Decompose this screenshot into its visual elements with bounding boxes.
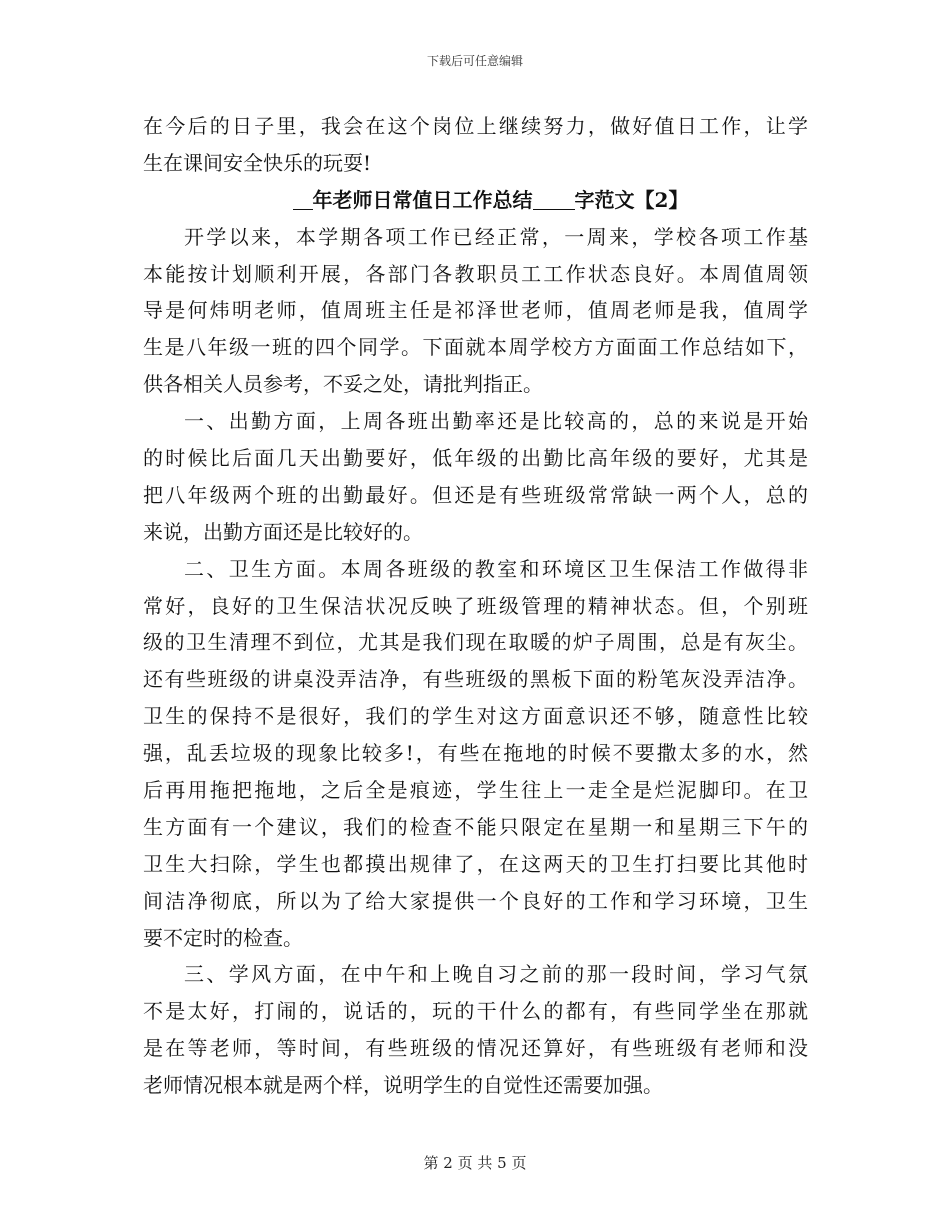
paragraph-line: 卫生的保持不是很好，我们的学生对这方面意识还不够，随意性比较	[143, 704, 808, 729]
paragraph-line: 要不定时的检查。	[143, 925, 303, 950]
paragraph-line: 老师情况根本就是两个样，说明学生的自觉性还需要加强。	[143, 1073, 663, 1098]
paragraph-line: 还有些班级的讲桌没弄洁净，有些班级的黑板下面的粉笔灰没弄洁净。	[143, 667, 808, 692]
paragraph-line: 来说，出勤方面还是比较好的。	[143, 519, 423, 544]
section-heading	[143, 182, 808, 219]
paragraph-line: 间洁净彻底，所以为了给大家提供一个良好的工作和学习环境，卫生	[143, 888, 808, 913]
heading-text-part2: 字范文【2】	[574, 187, 689, 212]
paragraph-line: 级的卫生清理不到位，尤其是我们现在取暖的炉子周围，总是有灰尘。	[143, 630, 808, 655]
paragraph-line: 卫生大扫除，学生也都摸出规律了，在这两天的卫生打扫要比其他时	[143, 851, 808, 876]
paragraph-line: 强，乱丢垃圾的现象比较多!，有些在拖地的时候不要撒太多的水，然	[143, 741, 808, 766]
paragraph-line: 二、卫生方面。本周各班级的教室和环境区卫生保洁工作做得非	[184, 556, 808, 581]
paragraph-line: 导是何炜明老师，值周班主任是祁泽世老师，值周老师是我，值周学	[143, 298, 808, 323]
page-header: 下载后可任意编辑	[426, 54, 523, 68]
paragraph-line: 生是八年级一班的四个同学。下面就本周学校方方面面工作总结如下，	[143, 335, 808, 360]
page-footer: 第 2 页 共 5 页	[423, 1154, 527, 1172]
heading-blank-1	[293, 189, 313, 210]
paragraph-line: 生方面有一个建议，我们的检查不能只限定在星期一和星期三下午的	[143, 814, 808, 839]
heading-blank-2	[533, 189, 575, 210]
paragraph-line: 本能按计划顺利开展，各部门各教职员工工作状态良好。本周值周领	[143, 261, 808, 286]
paragraph-line: 三、学风方面，在中午和上晚自习之前的那一段时间，学习气氛	[184, 962, 808, 987]
paragraph-line: 是在等老师，等时间，有些班级的情况还算好，有些班级有老师和没	[143, 1036, 808, 1061]
document-body	[143, 108, 808, 1104]
paragraph-line: 常好，良好的卫生保洁状况反映了班级管理的精神状态。但，个别班	[143, 593, 808, 618]
paragraph-line: 把八年级两个班的出勤最好。但还是有些班级常常缺一两个人，总的	[143, 482, 808, 507]
intro-line: 在今后的日子里，我会在这个岗位上继续努力，做好值日工作，让学	[143, 114, 808, 138]
paragraph-line: 一、出勤方面，上周各班出勤率还是比较高的，总的来说是开始	[184, 409, 808, 434]
paragraph-line: 供各相关人员参考，不妥之处，请批判指正。	[143, 372, 543, 397]
paragraph-line: 开学以来，本学期各项工作已经正常，一周来，学校各项工作基	[184, 224, 808, 249]
paragraph-line: 的时候比后面几天出勤要好，低年级的出勤比高年级的要好，尤其是	[143, 446, 808, 471]
paragraph-line: 后再用拖把拖地，之后全是痕迹，学生往上一走全是烂泥脚印。在卫	[143, 778, 808, 803]
paragraph-line: 不是太好，打闹的，说话的，玩的干什么的都有，有些同学坐在那就	[143, 999, 808, 1024]
intro-line: 生在课间安全快乐的玩耍!	[143, 150, 372, 175]
heading-text-part1: 年老师日常值日工作总结	[312, 187, 533, 212]
